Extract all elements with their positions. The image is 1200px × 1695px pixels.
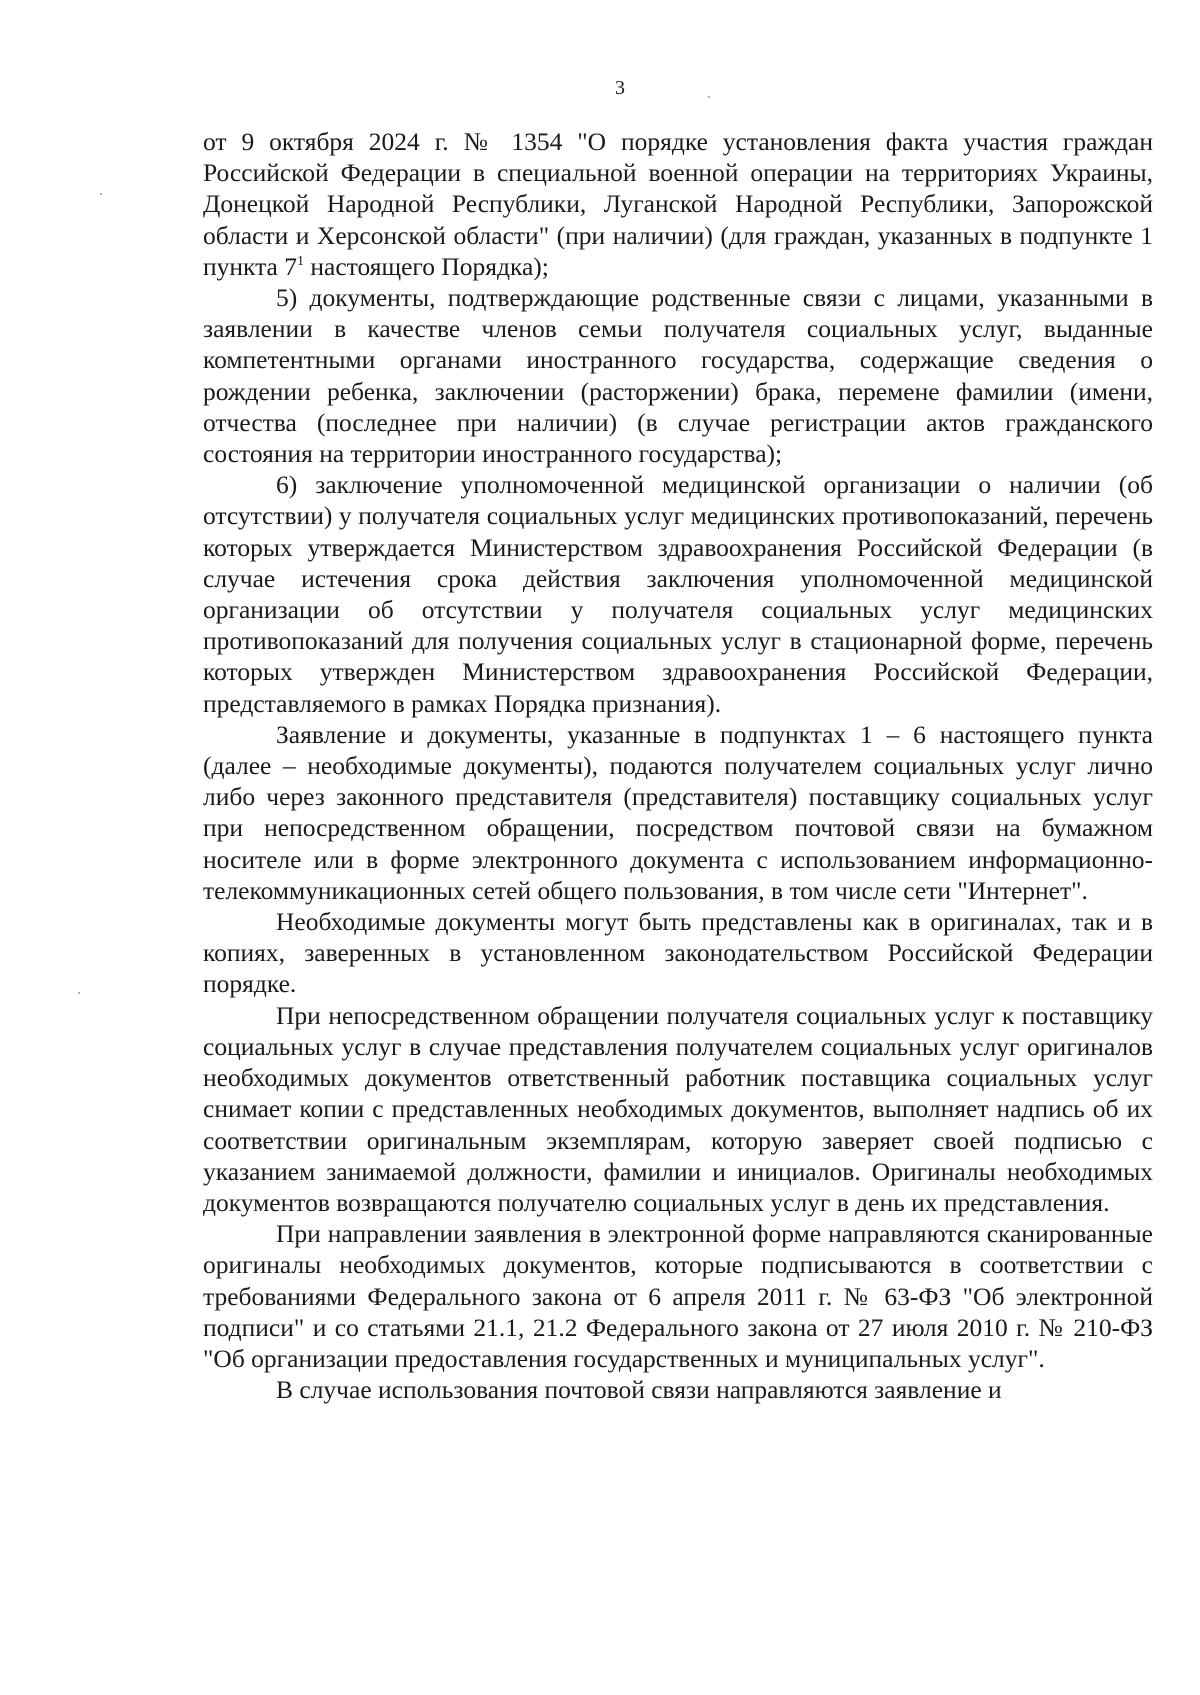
paragraph-text: настоящего Порядка); — [304, 251, 549, 281]
paragraph-text: от 9 октября 2024 г. № 1354 "О порядке установления факта участия граждан Российской Федерации в специальной военной операции на территориях Украины, Донецкой Народной Республики, Луганской Народной Республики, Запорожской области и Херсонской области" (при наличии) (для граждан, указанных в подпункте 1 пункта 7 — [203, 127, 1153, 281]
document-body — [203, 126, 1153, 1405]
superscript: 1 — [297, 253, 304, 269]
scan-speck — [100, 193, 102, 195]
paragraph-originals: Необходимые документы могут быть представлены как в оригиналах, так и в копиях, заверенных в установленном законодательством Российской Федерации порядке. — [203, 907, 1153, 999]
scan-speck — [78, 992, 80, 994]
paragraph-submission: Заявление и документы, указанные в подпунктах 1 – 6 настоящего пункта (далее – необходимые документы), подаются получателем социальных услуг лично либо через законного представителя (представителя) поставщику социальных услуг при непосредственном обращении, посредством почтовой связи на бумажном носителе или в форме электронного документа с использованием информационно-телекоммуникационных сетей общего пользования, в том числе сети "Интернет". — [203, 719, 1153, 905]
scan-speck — [708, 96, 710, 98]
paragraph-item-6: 6) заключение уполномоченной медицинской организации о наличии (об отсутствии) у получателя социальных услуг медицинских противопоказаний, перечень которых утверждается Министерством здравоохранения Российской Федерации (в случае истечения срока действия заключения уполномоченной медицинской организации об отсутствии у получателя социальных услуг медицинских противопоказаний для получения социальных услуг в стационарной форме, перечень которых утвержден Министерством здравоохранения Российской Федерации, представляемого в рамках Порядка признания). — [203, 470, 1153, 718]
paragraph-electronic: При направлении заявления в электронной форме направляются сканированные оригиналы необходимых документов, которые подписываются в соответствии с требованиями Федерального закона от 6 апреля 2011 г. № 63-ФЗ "Об электронной подписи" и со статьями 21.1, 21.2 Федерального закона от 27 июля 2010 г. № 210-ФЗ "Об организации предоставления государственных и муниципальных услуг". — [203, 1219, 1153, 1373]
paragraph-direct-appeal: При непосредственном обращении получателя социальных услуг к поставщику социальных услуг в случае представления получателем социальных услуг оригиналов необходимых документов ответственный работник поставщика социальных услуг снимает копии с представленных необходимых документов, выполняет надпись об их соответствии оригинальным экземплярам, которую заверяет своей подписью с указанием занимаемой должности, фамилии и инициалов. Оригиналы необходимых документов возвращаются получателю социальных услуг в день их представления. — [203, 1000, 1153, 1217]
paragraph-item-5: 5) документы, подтверждающие родственные связи с лицами, указанными в заявлении в качестве членов семьи получателя социальных услуг, выданные компетентными органами иностранного государства, содержащие сведения о рождении ребенка, заключении (расторжении) брака, перемене фамилии (имени, отчества (последнее при наличии) (в случае регистрации актов гражданского состояния на территории иностранного государства); — [203, 283, 1153, 469]
page-number: 3 — [615, 77, 625, 99]
paragraph-continuation — [203, 126, 1153, 282]
paragraph-postal: В случае использования почтовой связи направляются заявление и — [276, 1375, 1002, 1405]
